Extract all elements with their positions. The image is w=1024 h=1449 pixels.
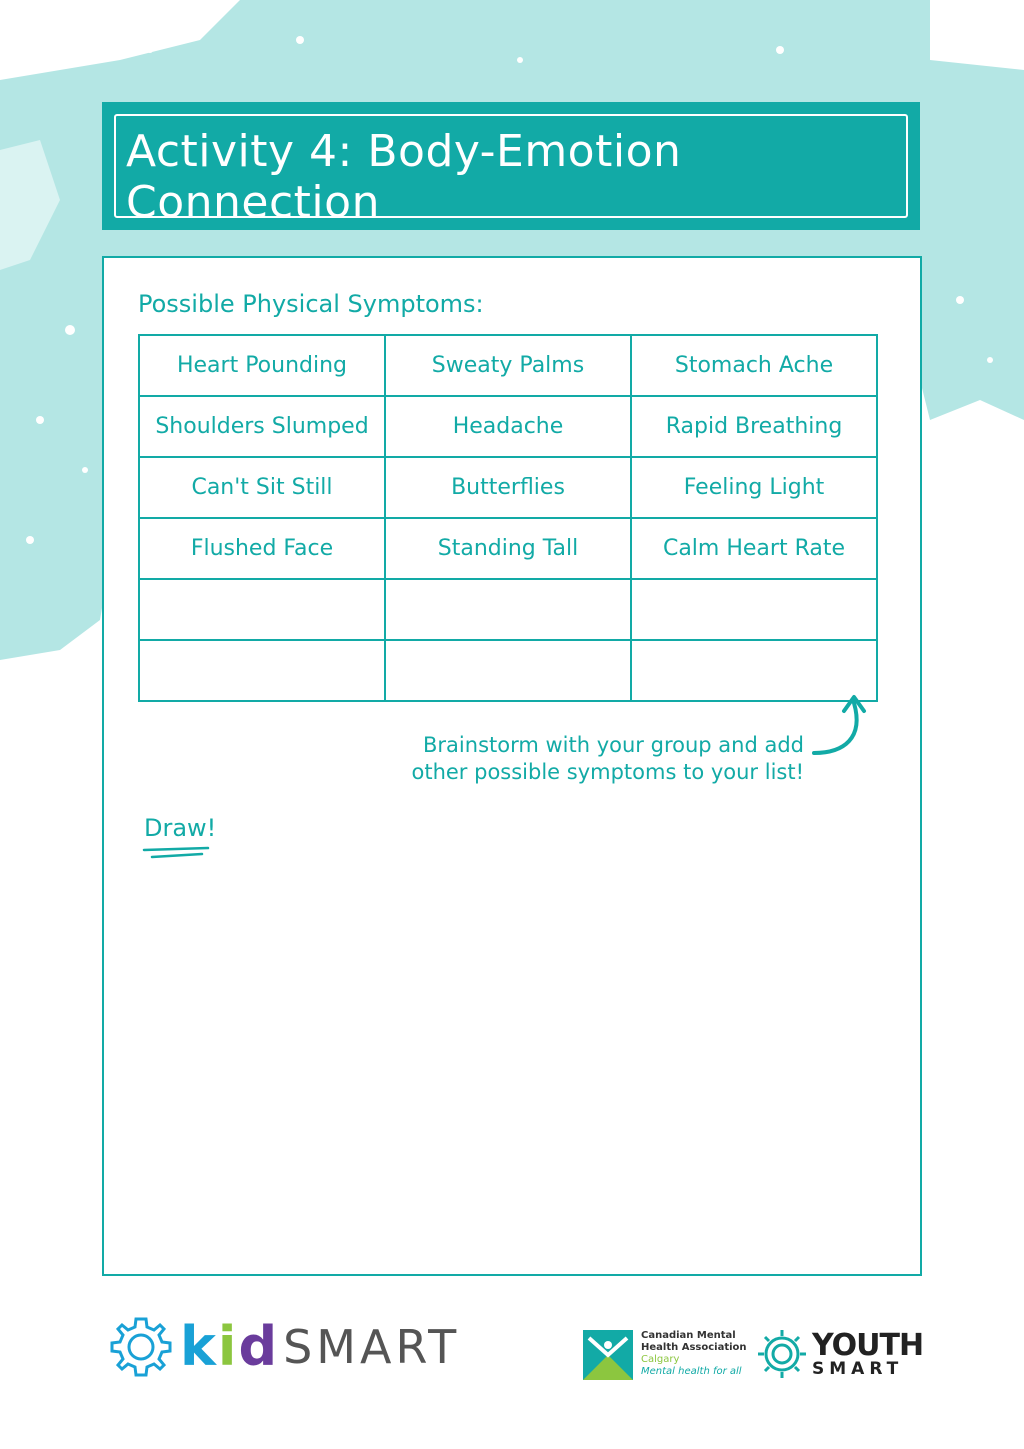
brainstorm-note-line2: other possible symptoms to your list! — [411, 760, 804, 784]
blank-cell[interactable] — [385, 579, 631, 640]
table-cell: Butterflies — [385, 457, 631, 518]
worksheet-panel — [102, 256, 922, 1276]
draw-underline — [142, 846, 212, 862]
kidsmart-logo — [108, 1312, 460, 1382]
table-row — [139, 396, 877, 457]
smart-wordmark: SMART — [283, 1320, 461, 1374]
kid-letter-i: i — [217, 1315, 239, 1378]
gear-icon — [108, 1314, 174, 1380]
draw-heading: Draw! — [144, 814, 217, 842]
blank-cell[interactable] — [139, 579, 385, 640]
youthsmart-logo — [756, 1328, 923, 1380]
table-cell: Standing Tall — [385, 518, 631, 579]
cmha-city: Calgary — [641, 1354, 680, 1365]
kid-letter-d: d — [238, 1315, 280, 1378]
page-title: Activity 4: Body-Emotion Connection — [126, 126, 682, 228]
youthsmart-wordmark — [812, 1327, 924, 1379]
blank-cell[interactable] — [139, 640, 385, 701]
blank-cell[interactable] — [631, 579, 877, 640]
table-cell: Feeling Light — [631, 457, 877, 518]
table-row — [139, 457, 877, 518]
kid-letter-k: k — [180, 1315, 218, 1378]
table-cell: Flushed Face — [139, 518, 385, 579]
youth-word: YOUTH — [812, 1327, 924, 1363]
table-cell: Calm Heart Rate — [631, 518, 877, 579]
table-cell: Shoulders Slumped — [139, 396, 385, 457]
brainstorm-note-line1: Brainstorm with your group and add — [423, 733, 804, 757]
table-row — [139, 518, 877, 579]
kid-wordmark — [180, 1315, 280, 1378]
cmha-text — [641, 1330, 747, 1378]
table-row — [139, 335, 877, 396]
table-cell: Stomach Ache — [631, 335, 877, 396]
blank-cell[interactable] — [385, 640, 631, 701]
table-row-blank — [139, 640, 877, 701]
cmha-logo — [583, 1330, 747, 1380]
table-cell: Can't Sit Still — [139, 457, 385, 518]
smart-word: SMART — [812, 1358, 904, 1379]
cmha-mark-icon — [583, 1330, 633, 1380]
curved-arrow-icon — [804, 683, 874, 763]
brainstorm-note — [354, 732, 804, 786]
cmha-name-line2: Health Association — [641, 1342, 747, 1353]
title-banner — [102, 102, 920, 230]
table-cell: Rapid Breathing — [631, 396, 877, 457]
gear-icon — [756, 1328, 808, 1380]
cmha-tagline: Mental health for all — [641, 1366, 742, 1377]
table-cell: Sweaty Palms — [385, 335, 631, 396]
table-cell: Headache — [385, 396, 631, 457]
symptoms-heading: Possible Physical Symptoms: — [138, 290, 484, 318]
table-cell: Heart Pounding — [139, 335, 385, 396]
cmha-name-line1: Canadian Mental — [641, 1330, 736, 1341]
table-row-blank — [139, 579, 877, 640]
footer-logos — [0, 1300, 1024, 1420]
symptoms-table — [138, 334, 878, 702]
